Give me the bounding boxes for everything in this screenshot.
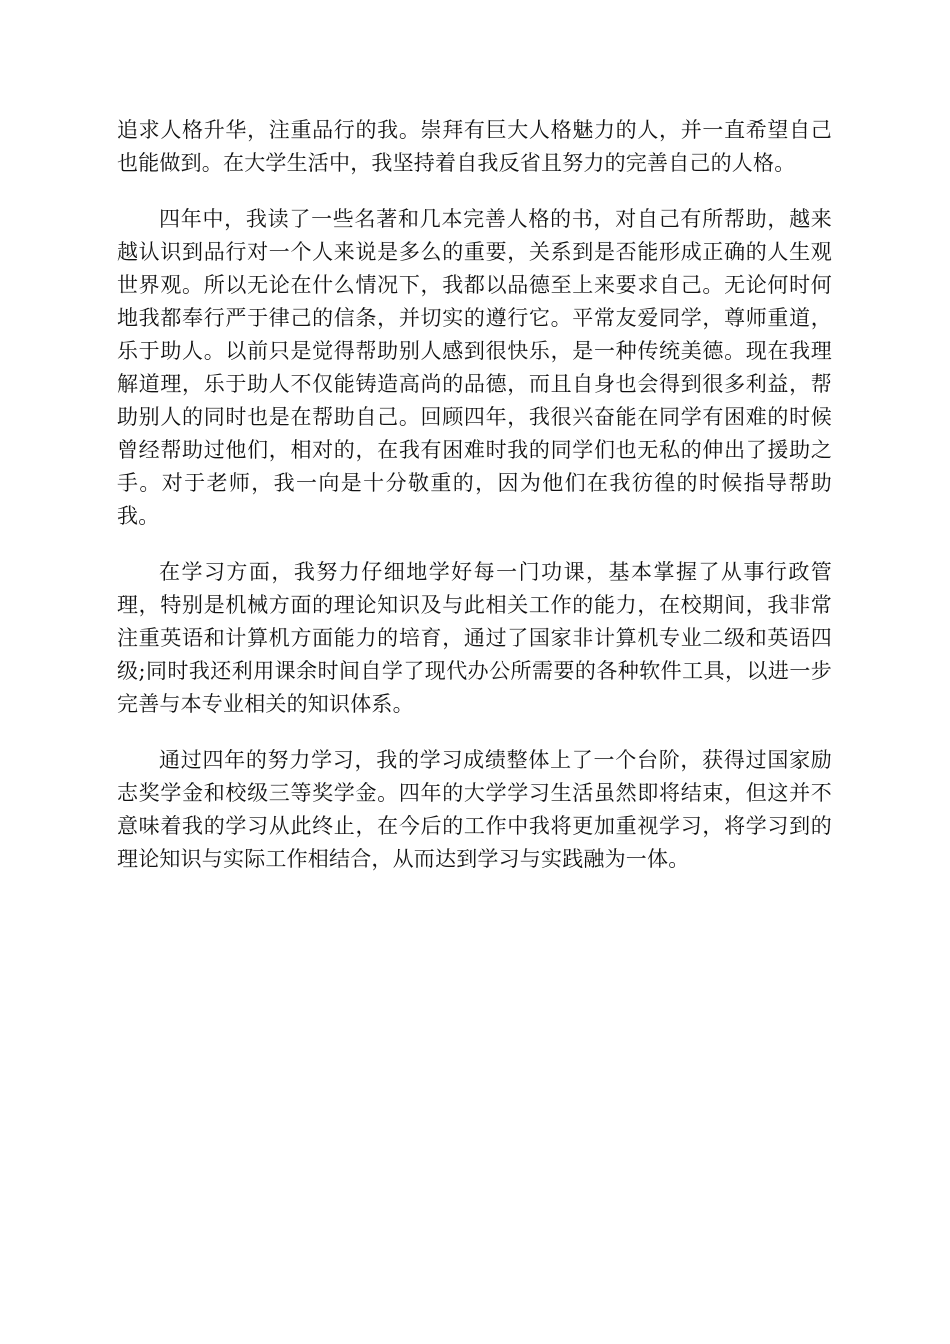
paragraph-4: 通过四年的努力学习，我的学习成绩整体上了一个台阶，获得过国家励志奖学金和校级三等奖学金。四年的大学学习生活虽然即将结束，但这并不意味着我的学习从此终止，在今后的工作中我将更加重视学习，将学习到的理论知识与实际工作相结合，从而达到学习与实践融为一体。 xyxy=(117,748,832,871)
paragraph-3: 在学习方面，我努力仔细地学好每一门功课，基本掌握了从事行政管理，特别是机械方面的理论知识及与此相关工作的能力，在校期间，我非常注重英语和计算机方面能力的培育，通过了国家非计算机专业二级和英语四级;同时我还利用课余时间自学了现代办公所需要的各种软件工具，以进一步完善与本专业相关的知识体系。 xyxy=(117,560,832,716)
document-body xyxy=(117,114,832,899)
paragraph-1: 追求人格升华，注重品行的我。崇拜有巨大人格魅力的人，并一直希望自己也能做到。在大学生活中，我坚持着自我反省且努力的完善自己的人格。 xyxy=(117,118,832,175)
paragraph-2: 四年中，我读了一些名著和几本完善人格的书，对自己有所帮助，越来越认识到品行对一个人来说是多么的重要，关系到是否能形成正确的人生观世界观。所以无论在什么情况下，我都以品德至上来要求自己。无论何时何地我都奉行严于律己的信条，并切实的遵行它。平常友爱同学，尊师重道，乐于助人。以前只是觉得帮助别人感到很快乐，是一种传统美德。现在我理解道理，乐于助人不仅能铸造高尚的品德，而且自身也会得到很多利益，帮助别人的同时也是在帮助自己。回顾四年，我很兴奋能在同学有困难的时候曾经帮助过他们，相对的，在我有困难时我的同学们也无私的伸出了援助之手。对于老师，我一向是十分敬重的，因为他们在我彷徨的时候指导帮助我。 xyxy=(117,207,832,528)
